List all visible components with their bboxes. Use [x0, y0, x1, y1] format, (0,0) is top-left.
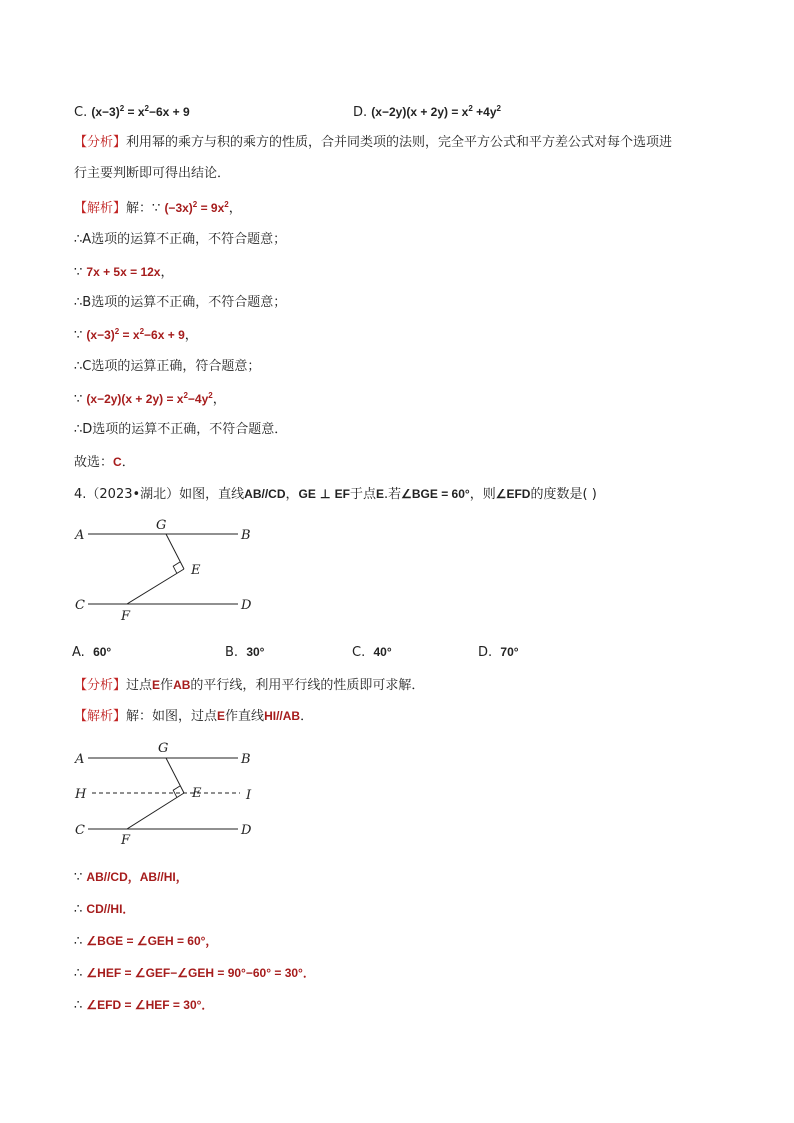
- solution-2-intro: 【解析】解：如图，过点E作直线HI//AB．: [74, 709, 314, 724]
- proof-step-4: ∴ ∠HEF = ∠GEF−∠GEH = 90°−60° = 30°．: [74, 966, 315, 981]
- label-a: A: [75, 528, 85, 543]
- proof-step-1: ∵ AB//CD，AB//HI，: [74, 870, 188, 885]
- proof-step-5: ∴ ∠EFD = ∠HEF = 30°．: [74, 998, 214, 1013]
- solution-1-step-5: ∵ $(x-3)^2 = x^2-6x + 9$，: [74, 327, 198, 343]
- option-c-label: C.: [74, 105, 88, 120]
- label-g: G: [156, 518, 167, 533]
- label-i: I: [246, 788, 252, 803]
- label-f: F: [121, 833, 131, 848]
- label-f: F: [121, 609, 131, 624]
- proof-step-3: ∴ ∠BGE = ∠GEH = 60°，: [74, 934, 218, 949]
- analysis-2: 【分析】过点E作AB的平行线，利用平行线的性质即可求解．: [74, 678, 425, 693]
- figure-1: [70, 512, 270, 627]
- analysis-1-line-1: 【分析】利用幂的乘方与积的乘方的性质，合并同类项的法则，完全平方公式和平方差公式对每个选项进: [74, 135, 673, 150]
- label-a: A: [75, 752, 85, 767]
- answer-1: 故选：C．: [74, 455, 135, 470]
- choice-d[interactable]: D. 70°: [478, 645, 519, 660]
- label-c: C: [75, 823, 85, 838]
- label-c: C: [75, 598, 85, 613]
- label-d: D: [241, 598, 252, 613]
- option-d: [353, 103, 501, 122]
- choice-c[interactable]: C. 40°: [352, 645, 392, 660]
- proof-step-2: ∴ CD//HI．: [74, 902, 135, 917]
- solution-1-step-7: ∵ $(x-2y)(x + 2y) = x^2-4y^2$，: [74, 391, 226, 407]
- solution-1-intro: 【解析】解：∵ $(-3x)^2 = 9x^2$，: [74, 200, 242, 216]
- option-d-expression: $(x-2y)(x + 2y) = x^2 +4y^2$: [371, 104, 501, 119]
- option-c: [74, 103, 190, 122]
- choice-a[interactable]: A. 60°: [72, 645, 112, 660]
- label-e: E: [191, 563, 201, 578]
- solution-1-step-8: ∴D选项的运算不正确，不符合题意．: [74, 422, 288, 437]
- segment-ge: [166, 534, 184, 569]
- analysis-tag: 【分析】: [74, 135, 127, 150]
- figure-2: [70, 736, 270, 851]
- label-h: H: [75, 787, 87, 802]
- label-e: E: [192, 786, 202, 801]
- label-b: B: [241, 528, 251, 543]
- solution-1-step-3: ∵ 7x + 5x = 12x，: [74, 265, 174, 280]
- segment-ef: [127, 793, 184, 829]
- label-d: D: [241, 823, 252, 838]
- choice-b[interactable]: B. 30°: [225, 645, 265, 660]
- option-d-label: D.: [353, 105, 368, 120]
- solution-1-step-6: ∴C选项的运算正确，符合题意；: [74, 359, 261, 374]
- solution-tag: 【解析】: [74, 201, 127, 216]
- label-g: G: [158, 741, 169, 756]
- solution-1-step-2: ∴A选项的运算不正确，不符合题意；: [74, 232, 287, 247]
- segment-ef: [127, 569, 184, 604]
- option-c-expression: $(x-3)^2 = x^2-6x + 9$: [91, 104, 190, 119]
- question-4: 4.（2023•湖北）如图，直线AB//CD，GE ⊥ EF于点E.若∠BGE = 60°，则∠EFD的度数是( ): [74, 487, 597, 502]
- segment-ge: [166, 758, 184, 793]
- solution-1-step-4: ∴B选项的运算不正确，不符合题意；: [74, 295, 287, 310]
- analysis-1-line-2: 行主要判断即可得出结论．: [74, 166, 231, 181]
- label-b: B: [241, 752, 251, 767]
